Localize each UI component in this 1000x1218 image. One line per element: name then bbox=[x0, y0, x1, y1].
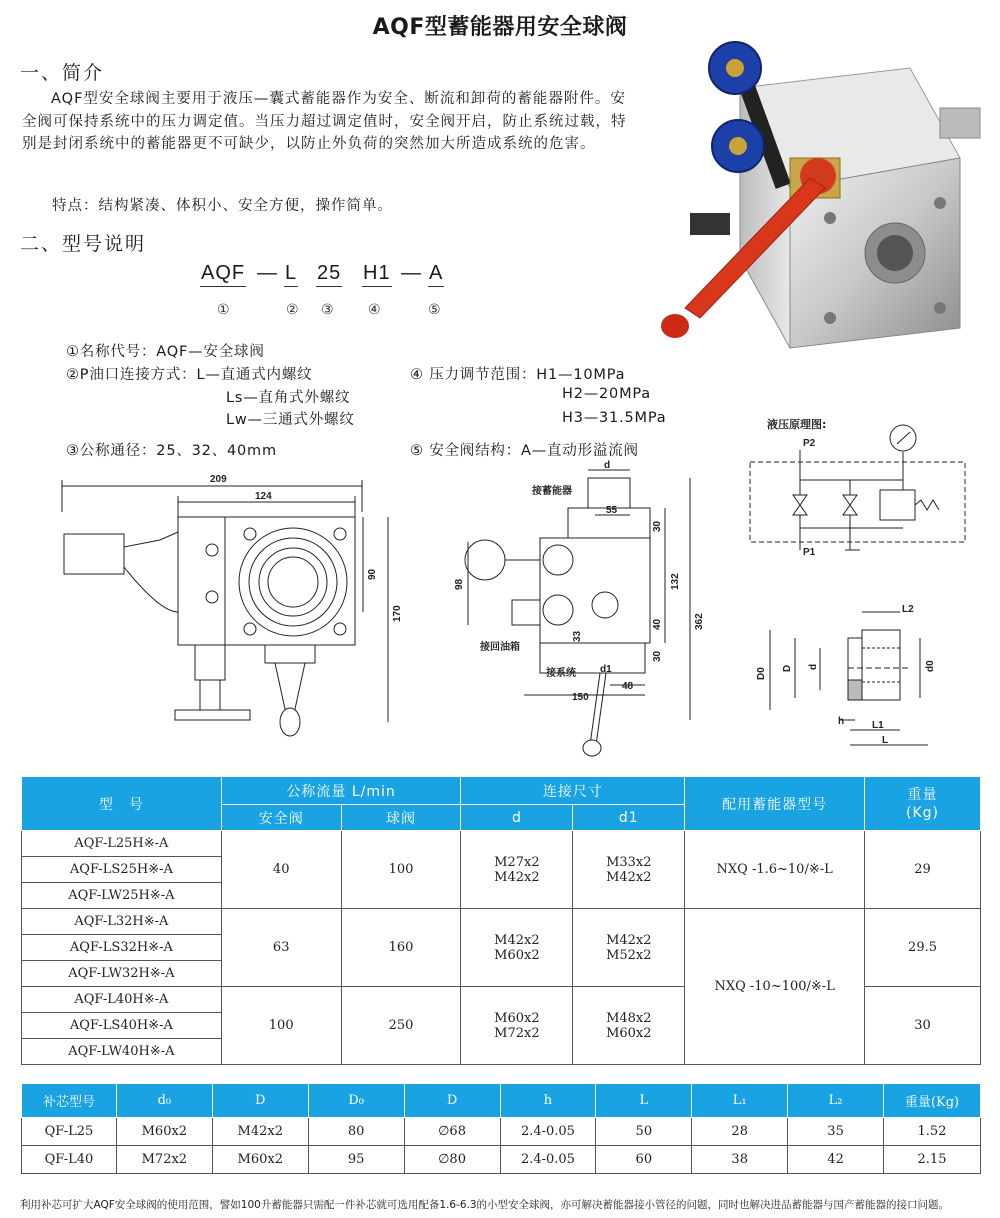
th2-L2: L₂ bbox=[788, 1084, 884, 1118]
cell: 2.4-0.05 bbox=[500, 1146, 596, 1174]
section-heading-model: 二、型号说明 bbox=[20, 233, 147, 255]
dim-124: 124 bbox=[255, 491, 272, 502]
cell-model: AQF-LS25H※-A bbox=[22, 857, 222, 883]
cell: 95 bbox=[308, 1146, 404, 1174]
desc-pressure-range: ④ 压力调节范围：H1—10MPa bbox=[410, 367, 626, 383]
cell-d-b: M72x2 bbox=[494, 1025, 540, 1041]
cell-model: AQF-LS32H※-A bbox=[22, 935, 222, 961]
core-insert-table bbox=[21, 1083, 981, 1174]
table-row bbox=[22, 909, 981, 935]
dim-209: 209 bbox=[210, 474, 227, 485]
cell-d1 bbox=[573, 909, 685, 987]
cell: 80 bbox=[308, 1118, 404, 1146]
cell-d-b: M60x2 bbox=[494, 947, 540, 963]
cell-model: AQF-LS40H※-A bbox=[22, 1013, 222, 1039]
cell-d1 bbox=[573, 987, 685, 1065]
marker-4: ④ bbox=[368, 302, 381, 318]
th2-model: 补芯型号 bbox=[22, 1084, 117, 1118]
cell-accumulator: NXQ -10~100/※-L bbox=[685, 909, 865, 1065]
cell: 2.4-0.05 bbox=[500, 1118, 596, 1146]
core-insert-drawing bbox=[750, 600, 970, 760]
cell-accumulator: NXQ -1.6~10/※-L bbox=[685, 831, 865, 909]
marker-1: ① bbox=[217, 302, 230, 318]
cell-safety: 63 bbox=[221, 909, 341, 987]
cell-d1-a: M33x2 bbox=[606, 854, 652, 870]
cell-d-b: M42x2 bbox=[494, 869, 540, 885]
table-row bbox=[22, 831, 981, 857]
model-seg-dash2: — bbox=[401, 262, 422, 284]
cell-d-a: M60x2 bbox=[494, 1010, 540, 1026]
cell-ball: 100 bbox=[341, 831, 461, 909]
model-seg-pressure: H1 bbox=[362, 262, 392, 287]
core-label-l: L bbox=[882, 735, 889, 746]
desc-pressure-h3: H3—31.5MPa bbox=[562, 410, 667, 426]
dim-d: d bbox=[604, 460, 611, 471]
label-system-port: 接系统 bbox=[546, 668, 576, 679]
desc-port-lw: Lw—三通式外螺纹 bbox=[226, 412, 355, 428]
desc-port-ls: Ls—直角式外螺纹 bbox=[226, 390, 351, 406]
dim-132: 132 bbox=[670, 573, 681, 590]
th-ball: 球阀 bbox=[341, 805, 461, 831]
cell-model: AQF-L25H※-A bbox=[22, 831, 222, 857]
desc-port-connection: ②P油口连接方式：L—直通式内螺纹 bbox=[66, 367, 313, 383]
cell-weight: 29 bbox=[865, 831, 981, 909]
cell-model: AQF-L32H※-A bbox=[22, 909, 222, 935]
cell: 2.15 bbox=[884, 1146, 981, 1174]
cell: 42 bbox=[788, 1146, 884, 1174]
th2-L: L bbox=[596, 1084, 692, 1118]
cell-d1-b: M60x2 bbox=[606, 1025, 652, 1041]
features-text: 特点：结构紧凑、体积小、安全方便，操作简单。 bbox=[52, 198, 393, 214]
th-weight: 重量 (Kg) bbox=[865, 777, 981, 831]
dim-98: 98 bbox=[454, 578, 465, 590]
marker-3: ③ bbox=[321, 302, 334, 318]
cell-model: AQF-LW40H※-A bbox=[22, 1039, 222, 1065]
cell: M60x2 bbox=[116, 1118, 212, 1146]
th2-D-dia: D bbox=[404, 1084, 500, 1118]
hydraulic-schematic bbox=[745, 410, 975, 560]
cell-d1-a: M42x2 bbox=[606, 932, 652, 948]
dim-150: 150 bbox=[572, 692, 589, 703]
footer-note: 利用补芯可扩大AQF安全球阀的使用范围，譬如100升蓄能器只需配一件补芯就可选用配备1.6-6.3的小型安全球阀，亦可解决蓄能器接小管径的问题，同时也解决进品蓄能器与国产蓄能器的接口问题。 bbox=[20, 1199, 950, 1211]
cell-d1-b: M52x2 bbox=[606, 947, 652, 963]
model-seg-connection: L bbox=[284, 262, 298, 287]
cell-safety: 100 bbox=[221, 987, 341, 1065]
marker-5: ⑤ bbox=[428, 302, 441, 318]
core-label-l1: L1 bbox=[872, 720, 884, 731]
core-label-l2: L2 bbox=[902, 604, 914, 615]
cell: QF-L25 bbox=[22, 1118, 117, 1146]
dim-170: 170 bbox=[392, 605, 403, 622]
core-label-D: D bbox=[782, 664, 793, 672]
th-d1: d1 bbox=[573, 805, 685, 831]
cell-model: AQF-LW32H※-A bbox=[22, 961, 222, 987]
cell: ∅80 bbox=[404, 1146, 500, 1174]
cell-d bbox=[461, 831, 573, 909]
schematic-title: 液压原理图: bbox=[767, 418, 827, 431]
intro-paragraph bbox=[22, 88, 632, 156]
dim-30-top: 30 bbox=[652, 520, 663, 532]
cell: M72x2 bbox=[116, 1146, 212, 1174]
dim-40: 40 bbox=[652, 618, 663, 630]
th2-D0: D₀ bbox=[308, 1084, 404, 1118]
cell-d1-a: M48x2 bbox=[606, 1010, 652, 1026]
th-flow: 公称流量 L/min bbox=[221, 777, 461, 805]
cell: ∅68 bbox=[404, 1118, 500, 1146]
model-seg-structure: A bbox=[428, 262, 444, 287]
cell-ball: 160 bbox=[341, 909, 461, 987]
page-title: AQF型蓄能器用安全球阀 bbox=[372, 15, 628, 40]
th-connection: 连接尺寸 bbox=[461, 777, 685, 805]
core-label-d0: d0 bbox=[925, 660, 936, 672]
th2-weight: 重量(Kg) bbox=[884, 1084, 981, 1118]
dim-d1: d1 bbox=[600, 664, 612, 675]
cell-d bbox=[461, 987, 573, 1065]
dim-30-bottom: 30 bbox=[652, 650, 663, 662]
cell: 1.52 bbox=[884, 1118, 981, 1146]
th2-h: h bbox=[500, 1084, 596, 1118]
intro-text: AQF型安全球阀主要用于液压—囊式蓄能器作为安全、断流和卸荷的蓄能器附件。安全阀可保持系统中的压力调定值。当压力超过调定值时，安全阀开启，防止系统过载，特别是封闭系统中的蓄能器更不可缺少，以防止外负荷的突然加大所造成系统的危害。 bbox=[22, 91, 627, 152]
side-view-drawing bbox=[440, 460, 720, 760]
th-accumulator: 配用蓄能器型号 bbox=[685, 777, 865, 831]
th-safety: 安全阀 bbox=[221, 805, 341, 831]
spec-table bbox=[21, 776, 981, 1065]
core-label-d: d bbox=[808, 663, 819, 670]
front-view-drawing bbox=[50, 472, 403, 740]
th2-L1: L₁ bbox=[692, 1084, 788, 1118]
label-return-port: 接回油箱 bbox=[480, 642, 520, 653]
cell: 28 bbox=[692, 1118, 788, 1146]
marker-2: ② bbox=[286, 302, 299, 318]
core-label-d0-upper: D0 bbox=[756, 667, 767, 680]
cell-safety: 40 bbox=[221, 831, 341, 909]
cell: 35 bbox=[788, 1118, 884, 1146]
product-photo bbox=[640, 28, 1000, 368]
cell-d1-b: M42x2 bbox=[606, 869, 652, 885]
model-seg-name: AQF bbox=[200, 262, 246, 287]
table-row bbox=[22, 1118, 981, 1146]
cell-weight: 30 bbox=[865, 987, 981, 1065]
desc-nominal-size: ③公称通径：25、32、40mm bbox=[66, 443, 277, 459]
desc-relief-structure: ⑤ 安全阀结构：A—直动形溢流阀 bbox=[410, 443, 639, 459]
cell-model: AQF-L40H※-A bbox=[22, 987, 222, 1013]
dim-362: 362 bbox=[694, 613, 705, 630]
th-d: d bbox=[461, 805, 573, 831]
desc-name-code: ①名称代号：AQF—安全球阀 bbox=[66, 344, 265, 360]
dim-33: 33 bbox=[572, 630, 583, 642]
model-seg-size: 25 bbox=[316, 262, 342, 287]
desc-pressure-h2: H2—20MPa bbox=[562, 386, 651, 402]
dim-55: 55 bbox=[606, 505, 618, 516]
cell: M60x2 bbox=[212, 1146, 308, 1174]
core-label-h: h bbox=[838, 716, 845, 727]
cell: 60 bbox=[596, 1146, 692, 1174]
cell-d1 bbox=[573, 831, 685, 909]
section-heading-intro: 一、简介 bbox=[20, 62, 105, 84]
cell-d-a: M27x2 bbox=[494, 854, 540, 870]
th-model: 型 号 bbox=[22, 777, 222, 831]
model-seg-dash: — bbox=[257, 262, 278, 284]
schematic-p1: P1 bbox=[803, 547, 816, 558]
cell-d bbox=[461, 909, 573, 987]
th2-D: D bbox=[212, 1084, 308, 1118]
dim-48: 48 bbox=[622, 681, 634, 692]
dim-90: 90 bbox=[367, 568, 378, 580]
label-accumulator-port: 接蓄能器 bbox=[532, 486, 572, 497]
cell: M42x2 bbox=[212, 1118, 308, 1146]
cell: 50 bbox=[596, 1118, 692, 1146]
cell-weight: 29.5 bbox=[865, 909, 981, 987]
table-row bbox=[22, 1146, 981, 1174]
cell: 38 bbox=[692, 1146, 788, 1174]
cell-d-a: M42x2 bbox=[494, 932, 540, 948]
cell: QF-L40 bbox=[22, 1146, 117, 1174]
schematic-p2: P2 bbox=[803, 438, 816, 449]
th2-d0: d₀ bbox=[116, 1084, 212, 1118]
cell-model: AQF-LW25H※-A bbox=[22, 883, 222, 909]
cell-ball: 250 bbox=[341, 987, 461, 1065]
